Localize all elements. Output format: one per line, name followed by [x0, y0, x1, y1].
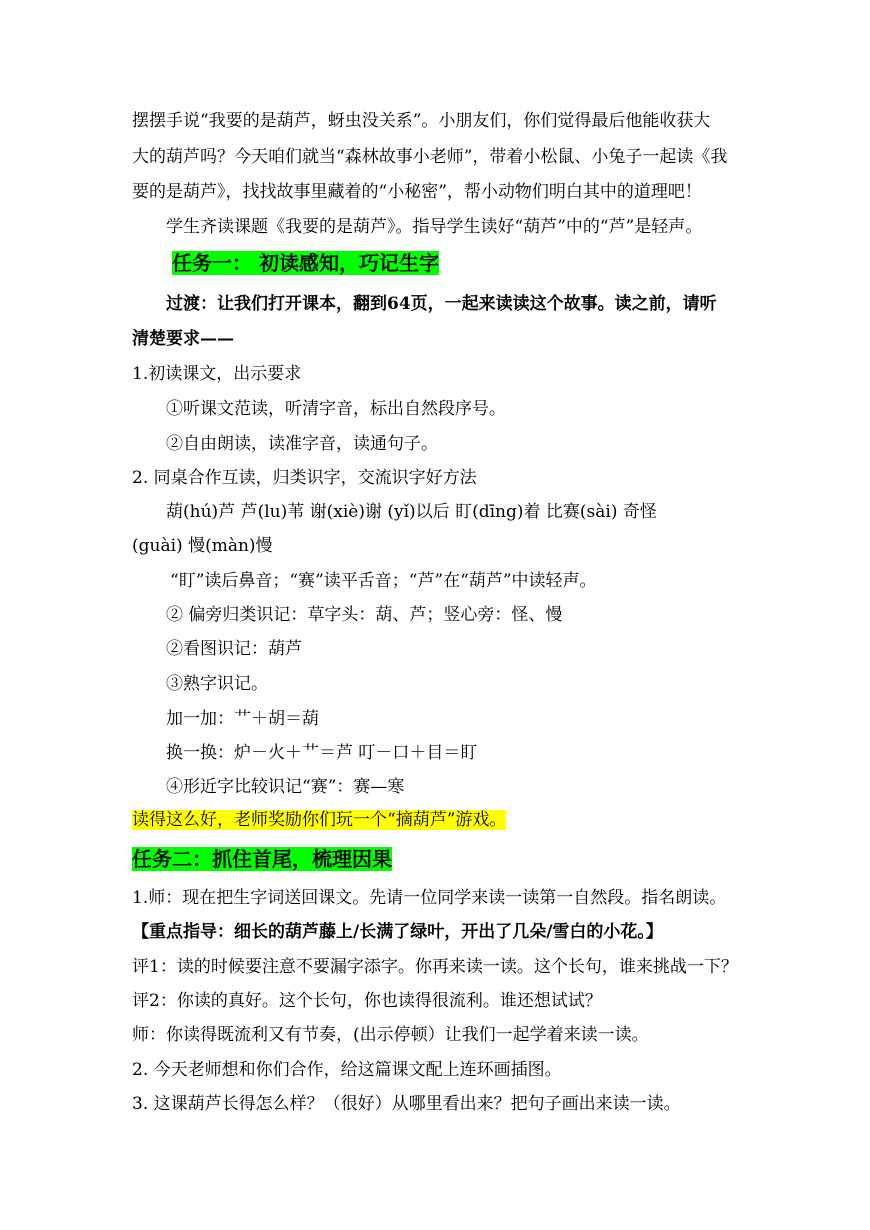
game-prompt — [132, 808, 506, 832]
list-item: 加一加：艹＋胡＝葫 — [166, 709, 319, 729]
list-item: ③熟字识记。 — [166, 674, 268, 694]
paragraph-line: 3. 这课葫芦长得怎么样？（很好）从哪里看出来？把句子画出来读一读。 — [132, 1094, 681, 1114]
paragraph-line: 师：你读得既流利又有节奏，(出示停顿）让我们一起学着来读一读。 — [132, 1025, 649, 1045]
list-item: ①听课文范读，听清字音，标出自然段序号。 — [166, 399, 506, 419]
step-heading: 1.初读课文，出示要求 — [132, 364, 302, 384]
paragraph-line: 大的葫芦吗？今天咱们就当“森林故事小老师”，带着小松鼠、小兔子一起读《我 — [132, 147, 728, 167]
transition-line: 清楚要求—— — [132, 329, 234, 349]
list-item: ②看图识记：葫芦 — [166, 639, 302, 659]
step-heading: 2. 同桌合作互读，归类识字，交流识字好方法 — [132, 468, 477, 488]
task-two-heading — [132, 842, 392, 876]
pinyin-line: (guài) 慢(màn)慢 — [132, 536, 273, 556]
list-item: ② 偏旁归类识记：草字头：葫、芦；竖心旁：怪、慢 — [166, 605, 563, 625]
paragraph-line: 2. 今天老师想和你们合作，给这篇课文配上连环画插图。 — [132, 1060, 562, 1080]
paragraph-line: 评1：读的时候要注意不要漏字添字。你再来读一读。这个长句，谁来挑战一下？ — [132, 957, 738, 977]
task-two-heading-text: 任务二：抓住首尾，梳理因果 — [132, 847, 392, 871]
paragraph-line: 1.师：现在把生字词送回课文。先请一位同学来读一读第一自然段。指名朗读。 — [132, 888, 727, 908]
game-prompt-text: 读得这么好，老师奖励你们玩一个“摘葫芦”游戏。 — [132, 810, 507, 830]
paragraph-line: 摆摆手说“我要的是葫芦，蚜虫没关系”。小朋友们，你们觉得最后他能收获大 — [132, 111, 711, 131]
list-item: ②自由朗读，读准字音，读通句子。 — [166, 434, 438, 454]
paragraph-line: 评2：你读的真好。这个长句，你也读得很流利。谁还想试试？ — [132, 991, 602, 1011]
transition-line: 过渡：让我们打开课本，翻到64页，一起来读读这个故事。读之前，请听 — [166, 294, 717, 314]
list-item: 换一换：炉－火＋艹＝芦 叮－口＋目＝盯 — [166, 743, 478, 763]
task-one-heading-text: 任务一： 初读感知，巧记生字 — [172, 251, 439, 275]
list-item: ④形近字比较识记“赛”：赛—寒 — [166, 777, 405, 797]
task-one-heading — [172, 246, 439, 280]
paragraph-line: 要的是葫芦》，找找故事里藏着的“小秘密”，帮小动物们明白其中的道理吧！ — [132, 182, 702, 202]
paragraph-line: 学生齐读课题《我要的是葫芦》。指导学生读好“葫芦”中的“芦”是轻声。 — [166, 217, 703, 237]
key-guidance: 【重点指导：细长的葫芦藤上/长满了绿叶，开出了几朵/雪白的小花。】 — [132, 922, 663, 942]
pronunciation-note: “盯”读后鼻音；“赛”读平舌音；“芦”在“葫芦”中读轻声。 — [170, 571, 597, 591]
pinyin-line: 葫(hú)芦 芦(lu)苇 谢(xiè)谢 (yǐ)以后 盯(dīng)着 比赛(sài) 奇怪 — [166, 502, 657, 522]
